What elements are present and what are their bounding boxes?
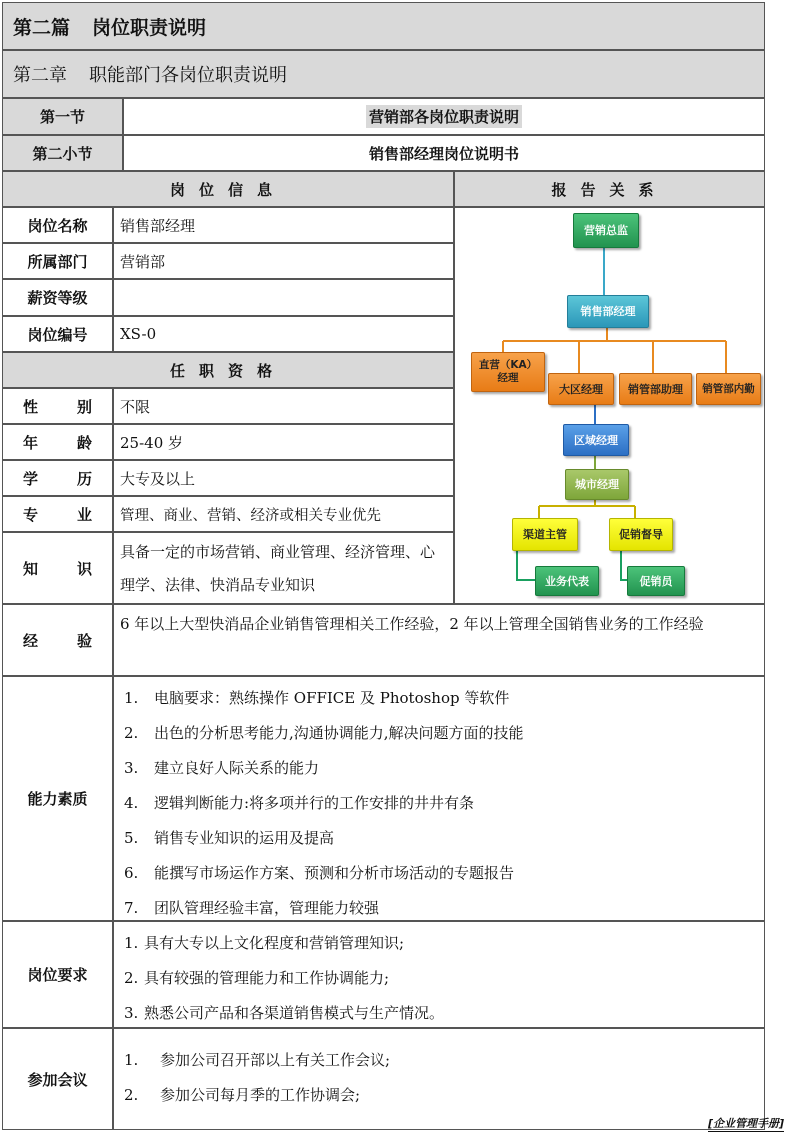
org-node-promo-supervisor: 促销督导 (609, 518, 673, 551)
requirements-list (113, 921, 765, 1028)
age-label: 年 龄 (2, 424, 113, 460)
ability-label: 能力素质 (2, 676, 113, 921)
part-title: 岗位职责说明 (92, 16, 207, 39)
gender-label: 性 别 (2, 388, 113, 424)
org-node-sales-assistant: 销管部助理 (619, 373, 692, 405)
list-item: 5. 销售专业知识的运用及提高 (124, 829, 335, 847)
meetings-label: 参加会议 (2, 1028, 113, 1130)
org-node-channel-supervisor: 渠道主管 (512, 518, 578, 551)
post-info-heading: 岗位信息 (2, 171, 454, 207)
gender-value: 不限 (113, 388, 454, 424)
list-item: 3. 熟悉公司产品和各渠道销售模式与生产情况。 (124, 1004, 445, 1022)
section-title: 营销部各岗位职责说明 (123, 98, 765, 135)
subsection-label: 第二小节 (2, 135, 123, 171)
org-node-director: 营销总监 (573, 213, 639, 248)
post-name-label: 岗位名称 (2, 207, 113, 243)
post-code-value: XS-0 (113, 316, 454, 352)
report-heading: 报告关系 (454, 171, 765, 207)
department-label: 所属部门 (2, 243, 113, 279)
qualification-heading: 任职资格 (2, 352, 454, 388)
part-header (2, 2, 765, 50)
knowledge-label: 知 识 (2, 532, 113, 604)
chapter-header (2, 50, 765, 98)
salary-grade-value (113, 279, 454, 316)
org-node-sales-internal: 销管部内勤 (696, 373, 761, 405)
section-label: 第一节 (2, 98, 123, 135)
department-value: 营销部 (113, 243, 454, 279)
list-item: 2. 具有较强的管理能力和工作协调能力; (124, 969, 390, 987)
list-item: 1. 电脑要求：熟练操作 OFFICE 及 Photoshop 等软件 (124, 689, 510, 707)
list-item: 7. 团队管理经验丰富，管理能力较强 (124, 899, 380, 917)
experience-label: 经 验 (2, 604, 113, 676)
education-value: 大专及以上 (113, 460, 454, 496)
part-label: 第二篇 (13, 16, 71, 39)
list-item: 2. 参加公司每月季的工作协调会; (124, 1086, 361, 1104)
ability-list (113, 676, 765, 921)
org-node-promoter: 促销员 (627, 566, 685, 596)
post-code-label: 岗位编号 (2, 316, 113, 352)
age-value: 25-40 岁 (113, 424, 454, 460)
org-node-sales-manager: 销售部经理 (567, 295, 649, 328)
major-label: 专 业 (2, 496, 113, 532)
footer-label: [企业管理手册] (707, 1117, 784, 1130)
list-item: 1. 具有大专以上文化程度和营销管理知识; (124, 934, 405, 952)
subsection-title: 销售部经理岗位说明书 (123, 135, 765, 171)
salary-grade-label: 薪资等级 (2, 279, 113, 316)
org-node-region-manager: 大区经理 (548, 373, 614, 405)
list-item: 4. 逻辑判断能力:将多项并行的工作安排的井井有条 (124, 794, 475, 812)
chapter-title: 职能部门各岗位职责说明 (89, 65, 287, 86)
post-name-value: 销售部经理 (113, 207, 454, 243)
major-value: 管理、商业、营销、经济或相关专业优先 (113, 496, 454, 532)
chapter-label: 第二章 (13, 65, 67, 86)
org-node-city-manager: 城市经理 (565, 469, 629, 500)
org-node-area-manager: 区域经理 (563, 424, 629, 456)
requirements-label: 岗位要求 (2, 921, 113, 1028)
knowledge-value: 具备一定的市场营销、商业管理、经济管理、心理学、法律、快消品专业知识 (113, 532, 454, 604)
org-node-sales-rep: 业务代表 (535, 566, 599, 596)
org-chart (454, 207, 765, 604)
org-node-direct-ka: 直营（KA）经理 (471, 352, 545, 392)
list-item: 2. 出色的分析思考能力,沟通协调能力,解决问题方面的技能 (124, 724, 524, 742)
list-item: 6. 能撰写市场运作方案、预测和分析市场活动的专题报告 (124, 864, 515, 882)
list-item: 3. 建立良好人际关系的能力 (124, 759, 320, 777)
experience-value: 6 年以上大型快消品企业销售管理相关工作经验，2 年以上管理全国销售业务的工作经验 (113, 604, 765, 676)
list-item: 1. 参加公司召开部以上有关工作会议; (124, 1051, 391, 1069)
meetings-list (113, 1028, 765, 1130)
education-label: 学 历 (2, 460, 113, 496)
